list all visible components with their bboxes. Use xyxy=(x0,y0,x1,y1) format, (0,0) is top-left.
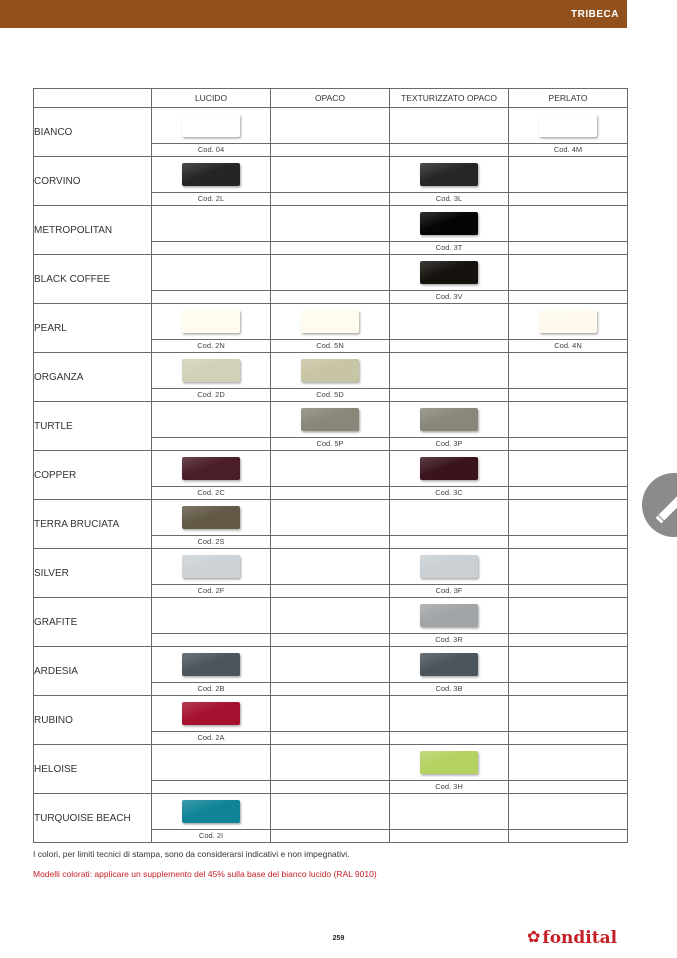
swatch-cell-lucido xyxy=(152,794,271,830)
code-cell-lucido: Cod. 2S xyxy=(152,536,271,549)
swatch-cell-opaco xyxy=(271,549,390,585)
code-cell-perlato xyxy=(509,291,628,304)
color-name: RUBINO xyxy=(34,696,152,745)
code-cell-lucido xyxy=(152,781,271,794)
color-swatch xyxy=(420,555,478,578)
code-cell-opaco xyxy=(271,585,390,598)
swatch-cell-opaco xyxy=(271,647,390,683)
code-cell-perlato xyxy=(509,634,628,647)
code-cell-lucido: Cod. 2I xyxy=(152,830,271,843)
column-header xyxy=(34,89,152,108)
color-name: METROPOLITAN xyxy=(34,206,152,255)
column-header-texturizzato-opaco: TEXTURIZZATO OPACO xyxy=(390,89,509,108)
table-row xyxy=(34,353,628,389)
color-swatch xyxy=(420,751,478,774)
code-cell-opaco xyxy=(271,487,390,500)
swatch-cell-perlato xyxy=(509,402,628,438)
swatch-cell-lucido xyxy=(152,549,271,585)
table-row xyxy=(34,402,628,438)
code-cell-lucido: Cod. 2A xyxy=(152,732,271,745)
code-cell-opaco xyxy=(271,144,390,157)
swatch-cell-texturizzato-opaco xyxy=(390,451,509,487)
code-cell-texturizzato-opaco: Cod. 3F xyxy=(390,585,509,598)
code-cell-texturizzato-opaco: Cod. 3R xyxy=(390,634,509,647)
swatch-cell-texturizzato-opaco xyxy=(390,794,509,830)
code-cell-texturizzato-opaco: Cod. 3H xyxy=(390,781,509,794)
color-name: BIANCO xyxy=(34,108,152,157)
column-header-lucido: LUCIDO xyxy=(152,89,271,108)
swatch-cell-perlato xyxy=(509,500,628,536)
code-cell-lucido: Cod. 04 xyxy=(152,144,271,157)
code-cell-opaco xyxy=(271,781,390,794)
swatch-cell-perlato xyxy=(509,451,628,487)
code-cell-perlato xyxy=(509,438,628,451)
swatch-cell-perlato xyxy=(509,745,628,781)
swatch-cell-opaco xyxy=(271,451,390,487)
swatch-cell-texturizzato-opaco xyxy=(390,696,509,732)
swatch-cell-texturizzato-opaco xyxy=(390,500,509,536)
code-cell-texturizzato-opaco: Cod. 3T xyxy=(390,242,509,255)
table-row xyxy=(34,696,628,732)
table-row xyxy=(34,500,628,536)
table-row xyxy=(34,745,628,781)
code-cell-lucido: Cod. 2L xyxy=(152,193,271,206)
color-swatch xyxy=(301,310,359,333)
table-row xyxy=(34,451,628,487)
swatch-cell-texturizzato-opaco xyxy=(390,206,509,242)
color-swatch xyxy=(182,359,240,382)
code-cell-lucido: Cod. 2C xyxy=(152,487,271,500)
code-cell-texturizzato-opaco xyxy=(390,536,509,549)
code-cell-opaco xyxy=(271,291,390,304)
swatch-cell-perlato xyxy=(509,549,628,585)
color-name: PEARL xyxy=(34,304,152,353)
color-swatch xyxy=(182,506,240,529)
swatch-cell-texturizzato-opaco xyxy=(390,157,509,193)
color-swatch xyxy=(420,261,478,284)
code-cell-lucido: Cod. 2D xyxy=(152,389,271,402)
code-cell-perlato xyxy=(509,830,628,843)
code-cell-texturizzato-opaco: Cod. 3L xyxy=(390,193,509,206)
swatch-cell-lucido xyxy=(152,108,271,144)
column-header-perlato: PERLATO xyxy=(509,89,628,108)
code-cell-perlato xyxy=(509,389,628,402)
swatch-cell-lucido xyxy=(152,353,271,389)
color-swatch xyxy=(420,408,478,431)
code-cell-opaco xyxy=(271,242,390,255)
code-cell-opaco: Cod. 5P xyxy=(271,438,390,451)
swatch-cell-perlato xyxy=(509,206,628,242)
swatch-cell-opaco xyxy=(271,500,390,536)
table-row xyxy=(34,598,628,634)
color-name: ORGANZA xyxy=(34,353,152,402)
code-cell-opaco xyxy=(271,830,390,843)
table-row xyxy=(34,794,628,830)
swatch-cell-lucido xyxy=(152,304,271,340)
code-cell-texturizzato-opaco: Cod. 3B xyxy=(390,683,509,696)
header-bar xyxy=(0,0,627,28)
color-swatch xyxy=(182,114,240,137)
color-name: TURTLE xyxy=(34,402,152,451)
supplement-note: Modelli colorati: applicare un supplemento del 45% sulla base del bianco lucido (RAL 9010) xyxy=(33,869,377,879)
fondital-logo xyxy=(527,928,629,948)
swatch-cell-perlato xyxy=(509,157,628,193)
logo-wordmark: fondital xyxy=(542,928,618,948)
color-swatch xyxy=(420,457,478,480)
color-swatch xyxy=(420,604,478,627)
swatch-cell-texturizzato-opaco xyxy=(390,598,509,634)
swatch-cell-perlato xyxy=(509,647,628,683)
color-name: GRAFITE xyxy=(34,598,152,647)
code-cell-perlato xyxy=(509,683,628,696)
color-name: ARDESIA xyxy=(34,647,152,696)
swatch-cell-texturizzato-opaco xyxy=(390,647,509,683)
code-cell-texturizzato-opaco xyxy=(390,830,509,843)
swatch-cell-perlato xyxy=(509,353,628,389)
swatch-cell-lucido xyxy=(152,745,271,781)
swatch-cell-texturizzato-opaco xyxy=(390,745,509,781)
code-cell-perlato xyxy=(509,242,628,255)
code-cell-texturizzato-opaco: Cod. 3P xyxy=(390,438,509,451)
code-cell-lucido: Cod. 2F xyxy=(152,585,271,598)
swatch-cell-opaco xyxy=(271,402,390,438)
code-cell-perlato xyxy=(509,732,628,745)
swatch-cell-texturizzato-opaco xyxy=(390,255,509,291)
color-swatch xyxy=(182,555,240,578)
product-line-title: TRIBECA xyxy=(571,9,619,20)
code-cell-opaco xyxy=(271,683,390,696)
code-cell-opaco: Cod. 5D xyxy=(271,389,390,402)
swatch-cell-opaco xyxy=(271,157,390,193)
color-swatch xyxy=(301,408,359,431)
code-cell-opaco xyxy=(271,536,390,549)
code-cell-texturizzato-opaco xyxy=(390,732,509,745)
color-name: BLACK COFFEE xyxy=(34,255,152,304)
swatch-cell-lucido xyxy=(152,451,271,487)
swatch-cell-opaco xyxy=(271,794,390,830)
swatch-cell-lucido xyxy=(152,402,271,438)
code-cell-perlato xyxy=(509,536,628,549)
code-cell-lucido: Cod. 2N xyxy=(152,340,271,353)
swatch-cell-opaco xyxy=(271,745,390,781)
table-row xyxy=(34,206,628,242)
pencil-icon xyxy=(642,473,677,537)
code-cell-perlato: Cod. 4M xyxy=(509,144,628,157)
swatch-cell-lucido xyxy=(152,206,271,242)
color-swatch xyxy=(182,310,240,333)
code-cell-perlato xyxy=(509,193,628,206)
swatch-cell-lucido xyxy=(152,696,271,732)
color-name: HELOISE xyxy=(34,745,152,794)
color-name: COPPER xyxy=(34,451,152,500)
color-name: TURQUOISE BEACH xyxy=(34,794,152,843)
swatch-cell-perlato xyxy=(509,794,628,830)
swatch-cell-texturizzato-opaco xyxy=(390,304,509,340)
color-swatch xyxy=(539,114,597,137)
page-number: 259 xyxy=(332,935,345,942)
color-swatch xyxy=(182,702,240,725)
swatch-cell-opaco xyxy=(271,304,390,340)
code-cell-perlato xyxy=(509,585,628,598)
code-cell-perlato xyxy=(509,781,628,794)
column-header-opaco: OPACO xyxy=(271,89,390,108)
table-row xyxy=(34,108,628,144)
color-swatch xyxy=(182,457,240,480)
code-cell-lucido xyxy=(152,242,271,255)
code-cell-lucido xyxy=(152,291,271,304)
table-header-row xyxy=(34,89,628,108)
swatch-cell-texturizzato-opaco xyxy=(390,402,509,438)
color-name: SILVER xyxy=(34,549,152,598)
swatch-cell-perlato xyxy=(509,108,628,144)
color-name: CORVINO xyxy=(34,157,152,206)
color-swatch xyxy=(420,163,478,186)
code-cell-perlato: Cod. 4N xyxy=(509,340,628,353)
code-cell-lucido xyxy=(152,634,271,647)
table-row xyxy=(34,304,628,340)
swatch-cell-opaco xyxy=(271,696,390,732)
swatch-cell-lucido xyxy=(152,255,271,291)
table-row xyxy=(34,647,628,683)
color-swatch xyxy=(182,800,240,823)
table-row xyxy=(34,255,628,291)
color-swatch xyxy=(420,212,478,235)
code-cell-texturizzato-opaco xyxy=(390,340,509,353)
swatch-cell-texturizzato-opaco xyxy=(390,549,509,585)
code-cell-opaco xyxy=(271,193,390,206)
code-cell-texturizzato-opaco: Cod. 3C xyxy=(390,487,509,500)
swatch-cell-perlato xyxy=(509,598,628,634)
color-swatch xyxy=(539,310,597,333)
swatch-cell-lucido xyxy=(152,500,271,536)
code-cell-opaco xyxy=(271,732,390,745)
code-cell-texturizzato-opaco xyxy=(390,389,509,402)
color-swatch xyxy=(420,653,478,676)
color-name: TERRA BRUCIATA xyxy=(34,500,152,549)
code-cell-lucido xyxy=(152,438,271,451)
swatch-cell-texturizzato-opaco xyxy=(390,108,509,144)
code-cell-texturizzato-opaco: Cod. 3V xyxy=(390,291,509,304)
swatch-cell-perlato xyxy=(509,304,628,340)
code-cell-perlato xyxy=(509,487,628,500)
swatch-cell-lucido xyxy=(152,598,271,634)
code-cell-opaco: Cod. 5N xyxy=(271,340,390,353)
code-cell-lucido: Cod. 2B xyxy=(152,683,271,696)
table-row xyxy=(34,157,628,193)
table-row xyxy=(34,549,628,585)
swatch-cell-opaco xyxy=(271,353,390,389)
swatch-cell-opaco xyxy=(271,206,390,242)
side-tab xyxy=(642,473,677,537)
swatch-cell-opaco xyxy=(271,108,390,144)
color-swatch xyxy=(182,163,240,186)
swatch-cell-lucido xyxy=(152,157,271,193)
swatch-cell-opaco xyxy=(271,255,390,291)
swatch-cell-opaco xyxy=(271,598,390,634)
swatch-cell-texturizzato-opaco xyxy=(390,353,509,389)
code-cell-opaco xyxy=(271,634,390,647)
flower-icon: ✿ xyxy=(527,929,541,946)
swatch-cell-lucido xyxy=(152,647,271,683)
swatch-cell-perlato xyxy=(509,255,628,291)
color-swatch xyxy=(301,359,359,382)
color-swatch xyxy=(182,653,240,676)
code-cell-texturizzato-opaco xyxy=(390,144,509,157)
swatch-cell-perlato xyxy=(509,696,628,732)
disclaimer-note: I colori, per limiti tecnici di stampa, sono da considerarsi indicativi e non impegnativi. xyxy=(33,849,350,859)
color-finish-table xyxy=(33,88,628,843)
